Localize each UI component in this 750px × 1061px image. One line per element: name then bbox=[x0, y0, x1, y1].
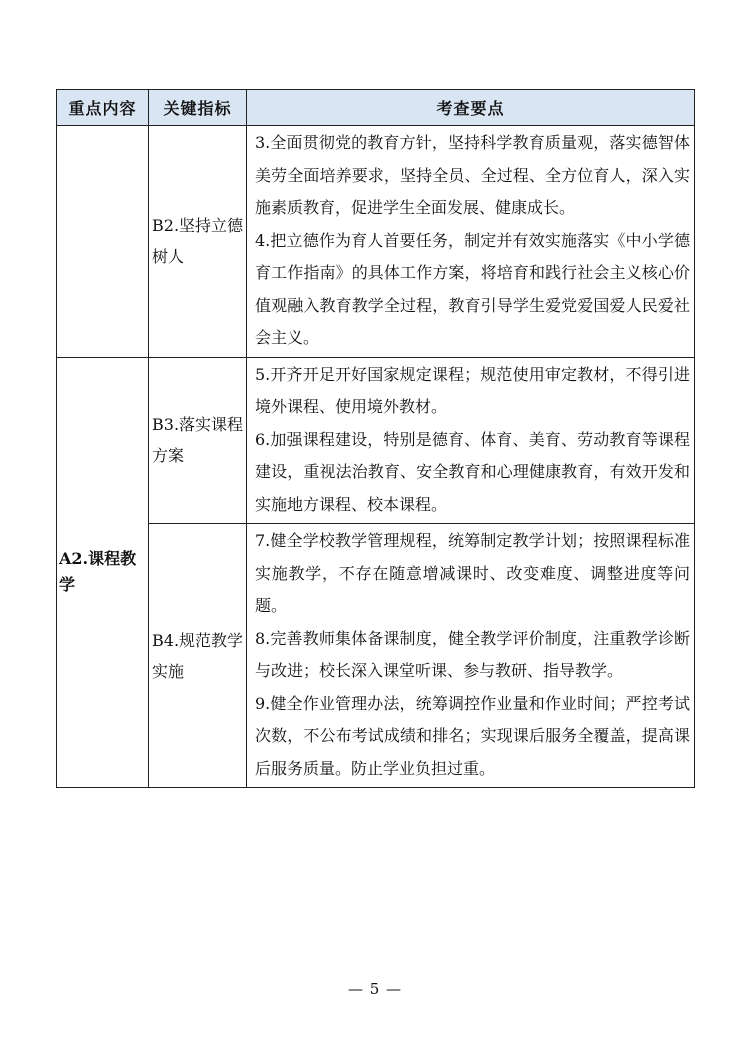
requirement-item-7: 7.健全学校教学管理规程，统筹制定教学计划；按照课程标准实施教学，不存在随意增减课时、改变难度、调整进度等问题。 bbox=[255, 531, 690, 615]
evaluation-table-container bbox=[56, 89, 694, 788]
header-key-content: 重点内容 bbox=[57, 90, 149, 126]
header-check-points: 考查要点 bbox=[247, 90, 695, 126]
indicator-cell-b2: B2.坚持立德树人 bbox=[149, 126, 247, 358]
area-cell-a2: A2.课程教学 bbox=[57, 357, 149, 788]
table-row bbox=[57, 357, 695, 524]
requirement-item-3: 3.全面贯彻党的教育方针，坚持科学教育质量观，落实德智体美劳全面培养要求，坚持全员、全过程、全方位育人，深入实施素质教育，促进学生全面发展、健康成长。 bbox=[255, 133, 690, 217]
requirement-item-4: 4.把立德作为育人首要任务，制定并有效实施落实《中小学德育工作指南》的具体工作方案，将培育和践行社会主义核心价值观融入教育教学全过程，教育引导学生爱党爱国爱人民爱社会主义。 bbox=[255, 230, 690, 347]
indicator-cell-b4: B4.规范教学实施 bbox=[149, 524, 247, 788]
table-row bbox=[57, 524, 695, 788]
requirements-cell-b2 bbox=[247, 126, 695, 358]
area-cell-empty bbox=[57, 126, 149, 358]
requirement-item-6: 6.加强课程建设，特别是德育、体育、美育、劳动教育等课程建设，重视法治教育、安全教育和心理健康教育，有效开发和实施地方课程、校本课程。 bbox=[255, 429, 690, 514]
requirements-cell-b4 bbox=[247, 524, 695, 788]
table-row bbox=[57, 126, 695, 358]
indicator-cell-b3: B3.落实课程方案 bbox=[149, 357, 247, 524]
requirement-item-5: 5.开齐开足开好国家规定课程；规范使用审定教材，不得引进境外课程、使用境外教材。 bbox=[255, 364, 690, 416]
requirement-item-8: 8.完善教师集体备课制度，健全教学评价制度，注重教学诊断与改进；校长深入课堂听课、参与教研、指导教学。 bbox=[255, 628, 690, 680]
header-key-indicator: 关键指标 bbox=[149, 90, 247, 126]
requirement-item-9: 9.健全作业管理办法，统筹调控作业量和作业时间；严控考试次数，不公布考试成绩和排名；实现课后服务全覆盖，提高课后服务质量。防止学业负担过重。 bbox=[255, 693, 690, 778]
requirements-cell-b3 bbox=[247, 357, 695, 524]
table-header-row bbox=[57, 90, 695, 126]
page-number: — 5 — bbox=[347, 980, 403, 998]
evaluation-table bbox=[56, 89, 695, 788]
